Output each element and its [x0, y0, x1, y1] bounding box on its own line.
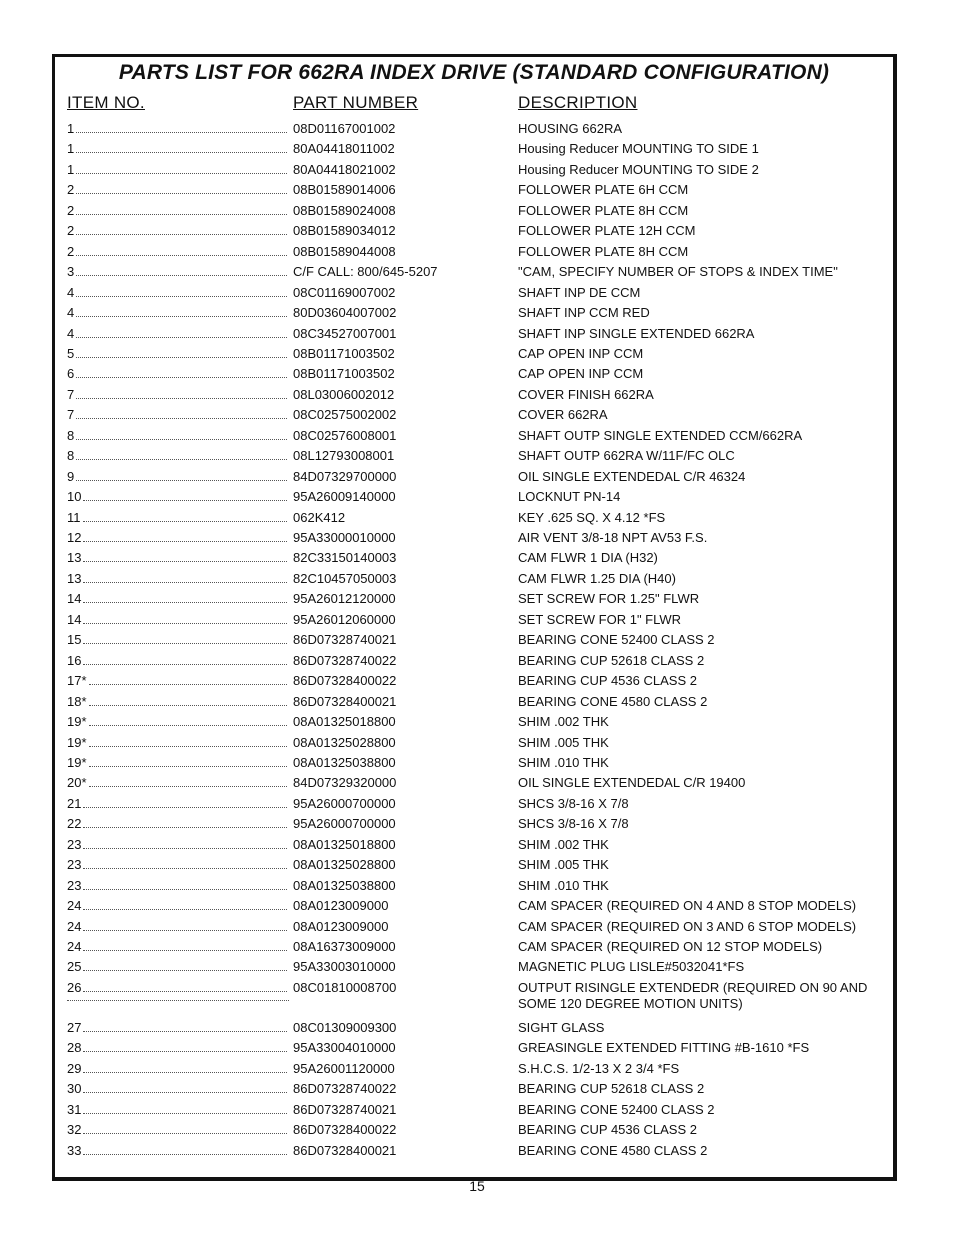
dot-leader — [83, 560, 287, 562]
description-cell: BEARING CONE 4580 CLASS 2 — [518, 693, 708, 709]
description-cell: COVER FINISH 662RA — [518, 386, 654, 402]
part-number-cell: 08C02575002002 — [293, 407, 397, 423]
part-number-cell: 08A01325018800 — [293, 714, 396, 730]
item-number: 4 — [67, 284, 75, 300]
part-number-cell: 86D07328400022 — [293, 673, 397, 689]
item-number: 19* — [67, 714, 87, 730]
dot-leader — [83, 929, 287, 931]
part-number-cell: 86D07328400021 — [293, 1142, 397, 1158]
item-cell — [67, 407, 287, 423]
dot-leader — [83, 1132, 287, 1134]
dot-leader — [83, 1112, 287, 1114]
item-number: 4 — [67, 325, 75, 341]
part-number-cell: 08L03006002012 — [293, 386, 395, 402]
item-number: 28 — [67, 1040, 82, 1056]
item-number: 19* — [67, 754, 87, 770]
description-cell: SET SCREW FOR 1" FLWR — [518, 611, 682, 627]
item-cell — [67, 837, 287, 853]
description-cell: BEARING CONE 52400 CLASS 2 — [518, 1101, 715, 1117]
item-number: 2 — [67, 243, 75, 259]
item-number: 7 — [67, 386, 75, 402]
part-number-cell: 95A33004010000 — [293, 1040, 396, 1056]
dot-leader — [76, 315, 287, 317]
item-number: 10 — [67, 489, 82, 505]
description-cell: SHIM .005 THK — [518, 857, 609, 873]
item-number: 18* — [67, 693, 87, 709]
item-number: 2 — [67, 182, 75, 198]
dot-leader — [76, 131, 287, 133]
item-cell — [67, 469, 287, 485]
part-number-cell: 08C01169007002 — [293, 284, 396, 300]
dot-leader — [83, 806, 287, 808]
dot-leader — [83, 520, 288, 522]
item-cell — [67, 1102, 287, 1118]
dot-leader — [83, 908, 287, 910]
part-number-cell: 95A26000700000 — [293, 795, 396, 811]
item-cell — [67, 1122, 287, 1138]
item-cell — [67, 694, 287, 710]
item-number: 11 — [67, 509, 81, 525]
part-number-cell: 08B01171003502 — [293, 345, 395, 361]
item-number: 7 — [67, 407, 75, 423]
part-number-cell: 82C10457050003 — [293, 570, 397, 586]
part-number-cell: 08B01589034012 — [293, 223, 396, 239]
part-number-cell: 08B01589044008 — [293, 243, 396, 259]
part-number-cell: 08A0123009000 — [293, 898, 389, 914]
description-cell: AIR VENT 3/8-18 NPT AV53 F.S. — [518, 530, 708, 545]
description-cell: SHAFT INP CCM RED — [518, 305, 650, 321]
dot-leader — [76, 397, 287, 399]
description-cell: SHAFT INP SINGLE EXTENDED 662RA — [518, 325, 755, 341]
dot-leader — [83, 601, 287, 603]
dot-leader — [76, 376, 287, 378]
dot-leader — [67, 1000, 289, 1001]
description-cell: OUTPUT RISINGLE EXTENDEDR (REQUIRED ON 90 AND SOME 120 DEGREE MOTION UNITS) — [518, 979, 868, 1011]
part-number-cell: 80A04418021002 — [293, 161, 396, 177]
item-cell — [67, 1040, 287, 1056]
part-number-cell: 08A01325028800 — [293, 857, 396, 873]
item-cell — [67, 632, 287, 648]
part-number-cell: 08A01325038800 — [293, 877, 396, 893]
item-number: 8 — [67, 427, 75, 443]
description-cell: FOLLOWER PLATE 6H CCM — [518, 182, 689, 198]
item-number: 26 — [67, 979, 82, 995]
description-cell: BEARING CUP 52618 CLASS 2 — [518, 1081, 705, 1097]
item-number: 27 — [67, 1019, 82, 1035]
description-cell: CAP OPEN INP CCM — [518, 345, 644, 361]
dot-leader — [89, 704, 287, 706]
description-cell: SHCS 3/8-16 X 7/8 — [518, 816, 629, 832]
item-number: 2 — [67, 223, 75, 239]
page-number: 15 — [469, 1178, 485, 1194]
item-cell — [67, 550, 287, 566]
description-cell: CAP OPEN INP CCM — [518, 366, 644, 382]
item-number: 16 — [67, 652, 82, 668]
item-cell — [67, 980, 287, 996]
item-cell — [67, 1020, 287, 1036]
description-cell: SHIM .002 THK — [518, 714, 609, 730]
dot-leader — [89, 785, 287, 787]
item-cell — [67, 857, 287, 873]
part-number-cell: 062K412 — [293, 509, 346, 525]
part-number-cell: 86D07328400021 — [293, 693, 397, 709]
description-cell: BEARING CUP 52618 CLASS 2 — [518, 652, 705, 668]
description-cell: CAM SPACER (REQUIRED ON 3 AND 6 STOP MODELS) — [518, 918, 857, 934]
description-cell: SHIM .005 THK — [518, 734, 609, 750]
part-number-cell: 08C34527007001 — [293, 325, 397, 341]
description-cell: CAM SPACER (REQUIRED ON 4 AND 8 STOP MODELS) — [518, 898, 857, 914]
description-cell: SHAFT INP DE CCM — [518, 284, 641, 300]
part-number-cell: 08C02576008001 — [293, 427, 397, 443]
item-cell — [67, 775, 287, 791]
dot-leader — [83, 1153, 287, 1155]
item-number: 17* — [67, 673, 87, 689]
part-number-cell: 95A33000010000 — [293, 530, 396, 545]
description-cell: GREASINGLE EXTENDED FITTING #B-1610 *FS — [518, 1040, 810, 1056]
description-cell: HOUSING 662RA — [518, 121, 623, 136]
dot-leader — [83, 581, 287, 583]
dot-leader — [76, 458, 287, 460]
description-cell: SET SCREW FOR 1.25" FLWR — [518, 591, 700, 607]
item-cell — [67, 223, 287, 239]
dot-leader — [83, 540, 287, 542]
item-cell — [67, 1061, 287, 1077]
description-cell: SIGHT GLASS — [518, 1019, 605, 1035]
item-number: 22 — [67, 816, 82, 832]
description-cell: KEY .625 SQ. X 4.12 *FS — [518, 509, 666, 525]
description-cell: FOLLOWER PLATE 8H CCM — [518, 243, 689, 259]
item-number: 1 — [67, 141, 75, 157]
description-cell: S.H.C.S. 1/2-13 X 2 3/4 *FS — [518, 1060, 680, 1076]
part-number-cell: 86D07328400022 — [293, 1122, 397, 1138]
item-number: 14 — [67, 591, 82, 607]
description-cell: OIL SINGLE EXTENDEDAL C/R 46324 — [518, 468, 746, 484]
part-number-cell: 95A26000700000 — [293, 816, 396, 832]
dot-leader — [76, 233, 287, 235]
part-number-cell: 95A26012060000 — [293, 611, 396, 627]
part-number-cell: 08B01589014006 — [293, 182, 396, 198]
part-number-cell: 95A26009140000 — [293, 489, 396, 505]
item-no-header: ITEM NO. — [67, 93, 145, 112]
part-number-cell: 86D07328740022 — [293, 1081, 397, 1097]
part-number-cell: 08D01167001002 — [293, 121, 396, 136]
part-number-cell: 80D03604007002 — [293, 305, 397, 321]
dot-leader — [76, 151, 287, 153]
item-number: 2 — [67, 202, 75, 218]
part-number-cell: 95A26001120000 — [293, 1060, 395, 1076]
dot-leader — [89, 683, 287, 685]
description-cell: BEARING CUP 4536 CLASS 2 — [518, 673, 697, 689]
item-number: 23 — [67, 857, 82, 873]
description-cell: SHIM .010 THK — [518, 877, 609, 893]
item-cell — [67, 673, 287, 689]
item-number: 30 — [67, 1081, 82, 1097]
dot-leader — [89, 745, 287, 747]
part-number-cell: 95A26012120000 — [293, 591, 396, 607]
dot-leader — [83, 499, 287, 501]
dot-leader — [83, 990, 287, 992]
dot-leader — [76, 295, 287, 297]
description-header: DESCRIPTION — [518, 93, 638, 112]
description-cell: FOLLOWER PLATE 8H CCM — [518, 202, 689, 218]
part-number-header: PART NUMBER — [293, 93, 419, 112]
item-cell — [67, 796, 287, 812]
part-number-cell: 08C01309009300 — [293, 1019, 397, 1035]
item-number: 24 — [67, 898, 82, 914]
item-cell — [67, 346, 287, 362]
part-number-cell: 95A33003010000 — [293, 959, 396, 975]
item-cell — [67, 326, 287, 342]
item-number: 1 — [67, 161, 75, 177]
item-number: 5 — [67, 345, 75, 361]
description-cell: CAM FLWR 1 DIA (H32) — [518, 550, 658, 566]
description-cell: LOCKNUT PN-14 — [518, 489, 621, 505]
parts-list-frame — [52, 54, 897, 1181]
part-number-cell: 08A01325028800 — [293, 734, 396, 750]
part-number-cell: 86D07328740021 — [293, 632, 397, 648]
part-number-cell: 08A01325018800 — [293, 836, 396, 852]
dot-leader — [76, 274, 287, 276]
dot-leader — [76, 336, 287, 338]
part-number-cell: 84D07329320000 — [293, 775, 397, 791]
description-cell: FOLLOWER PLATE 12H CCM — [518, 223, 696, 239]
dot-leader — [83, 847, 287, 849]
description-cell: SHIM .010 THK — [518, 754, 609, 770]
item-cell — [67, 612, 287, 628]
dot-leader — [89, 724, 287, 726]
item-cell — [67, 571, 287, 587]
part-number-cell: 84D07329700000 — [293, 468, 397, 484]
item-number: 6 — [67, 366, 75, 382]
dot-leader — [76, 172, 287, 174]
item-number: 20* — [67, 775, 87, 791]
part-number-cell: 80A04418011002 — [293, 141, 395, 157]
dot-leader — [76, 213, 287, 215]
item-number: 12 — [67, 530, 82, 545]
description-cell: SHAFT OUTP SINGLE EXTENDED CCM/662RA — [518, 427, 803, 443]
item-cell — [67, 203, 287, 219]
description-cell: MAGNETIC PLUG LISLE#5032041*FS — [518, 959, 745, 975]
part-number-cell: 86D07328740021 — [293, 1101, 397, 1117]
item-number: 24 — [67, 918, 82, 934]
description-cell: BEARING CUP 4536 CLASS 2 — [518, 1122, 697, 1138]
item-number: 29 — [67, 1060, 82, 1076]
item-number: 23 — [67, 877, 82, 893]
item-number: 21 — [67, 795, 82, 811]
item-cell — [67, 878, 287, 894]
item-number: 14 — [67, 611, 82, 627]
item-number: 13 — [67, 550, 82, 566]
dot-leader — [83, 949, 287, 951]
item-number: 23 — [67, 836, 82, 852]
description-cell: CAM FLWR 1.25 DIA (H40) — [518, 570, 676, 586]
item-number: 19* — [67, 734, 87, 750]
description-cell: SHCS 3/8-16 X 7/8 — [518, 795, 629, 811]
part-number-cell: 08A01325038800 — [293, 754, 396, 770]
part-number-cell: 08B01589024008 — [293, 202, 396, 218]
item-number: 4 — [67, 305, 75, 321]
description-cell: Housing Reducer MOUNTING TO SIDE 2 — [518, 161, 759, 177]
description-cell: COVER 662RA — [518, 407, 608, 423]
item-cell — [67, 1143, 287, 1159]
item-cell — [67, 305, 287, 321]
item-number: 1 — [67, 121, 75, 136]
item-cell — [67, 959, 287, 975]
item-cell — [67, 735, 287, 751]
item-number: 8 — [67, 448, 75, 464]
dot-leader — [83, 826, 287, 828]
dot-leader — [83, 888, 287, 890]
item-cell — [67, 387, 287, 403]
item-cell — [67, 1081, 287, 1097]
item-cell — [67, 816, 287, 832]
dot-leader — [83, 969, 287, 971]
description-cell: BEARING CONE 4580 CLASS 2 — [518, 1142, 708, 1158]
description-cell: SHIM .002 THK — [518, 836, 609, 852]
item-cell — [67, 121, 287, 137]
description-cell: "CAM, SPECIFY NUMBER OF STOPS & INDEX TIME" — [518, 264, 838, 280]
dot-leader — [83, 1091, 287, 1093]
item-cell — [67, 510, 287, 526]
part-number-cell: 82C33150140003 — [293, 550, 397, 566]
dot-leader — [89, 765, 287, 767]
dot-leader — [76, 417, 287, 419]
description-cell: BEARING CONE 52400 CLASS 2 — [518, 632, 715, 648]
dot-leader — [83, 622, 287, 624]
dot-leader — [83, 867, 287, 869]
item-number: 31 — [67, 1101, 82, 1117]
item-cell — [67, 530, 287, 546]
item-cell — [67, 653, 287, 669]
item-cell — [67, 919, 287, 935]
dot-leader — [76, 254, 287, 256]
description-cell: CAM SPACER (REQUIRED ON 12 STOP MODELS) — [518, 939, 823, 954]
part-number-cell: 08A0123009000 — [293, 918, 389, 934]
item-cell — [67, 755, 287, 771]
description-cell: SHAFT OUTP 662RA W/11F/FC OLC — [518, 448, 735, 464]
part-number-cell: 08L12793008001 — [293, 448, 395, 464]
dot-leader — [76, 438, 287, 440]
part-number-cell: 08A16373009000 — [293, 939, 396, 954]
item-cell — [67, 939, 287, 955]
part-number-cell: 08C01810008700 — [293, 979, 397, 995]
dot-leader — [76, 479, 287, 481]
item-cell — [67, 264, 287, 280]
item-number: 33 — [67, 1142, 82, 1158]
part-number-cell: 08B01171003502 — [293, 366, 395, 382]
description-cell: OIL SINGLE EXTENDEDAL C/R 19400 — [518, 775, 746, 791]
description-cell: Housing Reducer MOUNTING TO SIDE 1 — [518, 141, 759, 157]
dot-leader — [76, 192, 287, 194]
dot-leader — [83, 1050, 287, 1052]
item-number: 13 — [67, 570, 82, 586]
page-title: PARTS LIST FOR 662RA INDEX DRIVE (STANDARD CONFIGURATION) — [118, 61, 830, 84]
item-number: 32 — [67, 1122, 82, 1138]
item-number: 24 — [67, 939, 82, 954]
dot-leader — [83, 1030, 287, 1032]
dot-leader — [83, 663, 287, 665]
item-number: 25 — [67, 959, 82, 975]
item-cell — [67, 244, 287, 260]
dot-leader — [76, 356, 287, 358]
dot-leader — [83, 1071, 287, 1073]
item-number: 15 — [67, 632, 82, 648]
item-cell — [67, 448, 287, 464]
item-number: 3 — [67, 264, 75, 280]
item-cell — [67, 489, 287, 505]
item-cell — [67, 285, 287, 301]
item-cell — [67, 141, 287, 157]
part-number-cell: C/F CALL: 800/645-5207 — [293, 264, 438, 280]
item-cell — [67, 591, 287, 607]
item-cell — [67, 162, 287, 178]
item-cell — [67, 182, 287, 198]
part-number-cell: 86D07328740022 — [293, 652, 397, 668]
item-cell — [67, 898, 287, 914]
dot-leader — [83, 642, 287, 644]
item-cell — [67, 714, 287, 730]
item-cell — [67, 366, 287, 382]
item-cell — [67, 428, 287, 444]
item-number: 9 — [67, 468, 75, 484]
